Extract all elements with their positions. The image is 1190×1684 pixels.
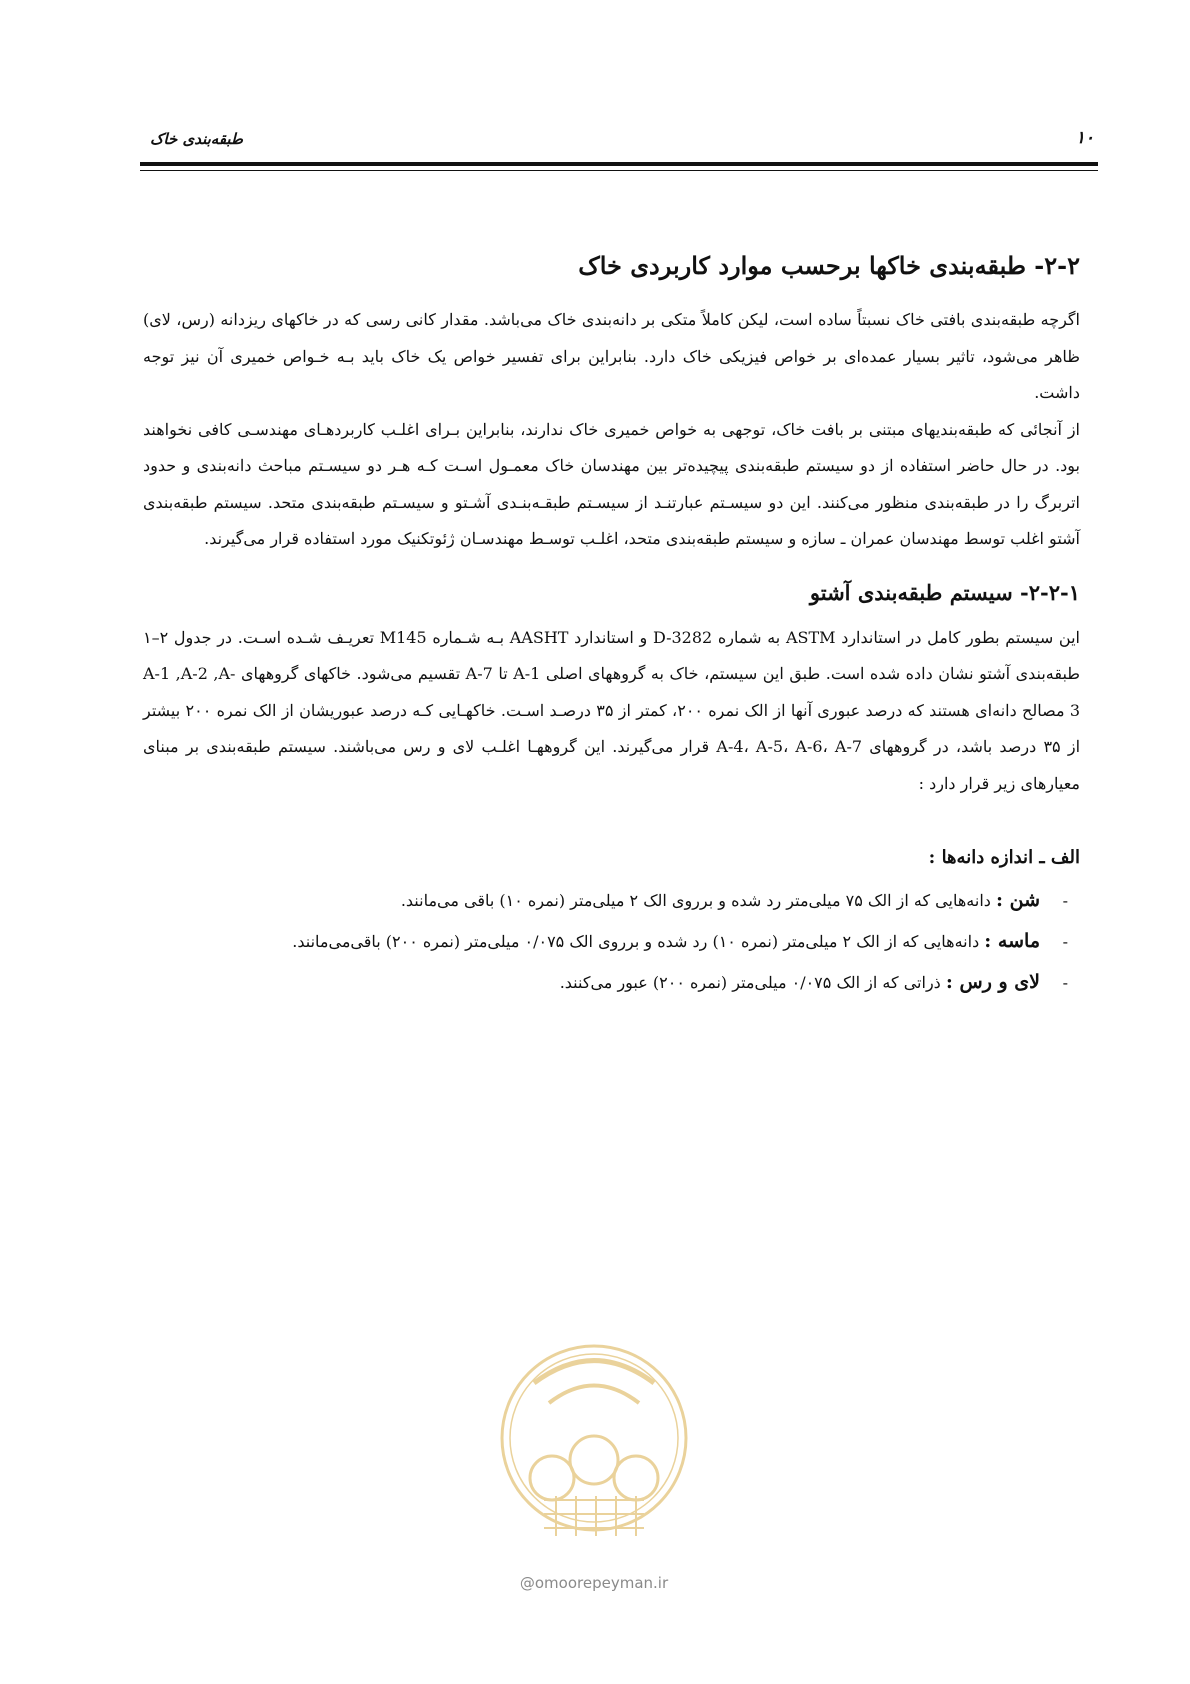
running-title: طبقه‌بندی خاک: [150, 130, 243, 148]
list-item: [143, 880, 1068, 921]
watermark-site: @omoorepeyman.ir: [519, 1574, 669, 1592]
running-header: [140, 122, 1098, 162]
term-definition: دانه‌هایی که از الک ۷۵ میلی‌متر رد شده و برروی الک ۲ میلی‌متر (نمره ۱۰) باقی می‌مانند.: [400, 891, 991, 910]
subsection-heading: ۲-۲-۱- سیستم طبقه‌بندی آشتو: [809, 579, 1080, 605]
term-definition: ذراتی که از الک ۰/۰۷۵ میلی‌متر (نمره ۲۰۰) عبور می‌کنند.: [559, 973, 941, 992]
criteria-heading: الف ـ اندازه دانه‌ها :: [928, 847, 1080, 868]
header-rule-thin: [140, 170, 1098, 171]
term-label: لای و رس :: [945, 971, 1040, 993]
paragraph: اگرچه طبقه‌بندی بافتی خاک نسبتاً ساده است، لیکن کاملاً متکی بر دانه‌بندی خاک می‌باشد. مقدار کانی رسی که در خاکهای ریزدانه (رس، لای) ظاهر می‌شود، تاثیر بسیار عمده‌ای بر خواص فیزیکی خاک دارد. بنابراین برای تفسیر خواص یک خاک باید بـه خـواص خمیری آن نیز توجه داشت.: [143, 310, 1080, 402]
term-definition: دانه‌هایی که از الک ۲ میلی‌متر (نمره ۱۰) رد شده و برروی الک ۰/۰۷۵ میلی‌متر (نمره ۲۰۰) باقی‌می‌مانند.: [292, 932, 980, 951]
list-dash: -: [1062, 973, 1068, 992]
watermark-logo-icon: [494, 1328, 694, 1568]
paragraph: این سیستم بطور کامل در استاندارد ASTM به شماره D-3282 و استاندارد AASHT بـه شـماره M145 تعریـف شـده اسـت. در جدول ۲–۱ طبقه‌بندی آشتو نشان داده شده است. طبق این سیستم، خاک به گروههای اصلی A-1 تا A-7 تقسیم می‌شود. خاکهای گروههای A-1 ,A-2 ,A-3 مصالح دانه‌ای هستند که درصد عبوری آنها از الک نمره ۲۰۰، کمتر از ۳۵ درصـد اسـت. خاکهـایی کـه درصد عبوریشان از الک نمره ۲۰۰ بیشتر از ۳۵ درصد باشد، در گروههای A-4، A-5، A-6، A-7 قرار می‌گیرند. این گروههـا اغلـب لای و رس می‌باشند. سیستم طبقه‌بندی بر مبنای معیارهای زیر قرار دارد :: [143, 627, 1081, 793]
list-item: [143, 962, 1068, 1003]
list-dash: -: [1062, 932, 1068, 951]
list-dash: -: [1062, 891, 1068, 910]
watermark: [494, 1328, 694, 1598]
paragraph: از آنجائی که طبقه‌بندیهای مبتنی بر بافت خاک، توجهی به خواص خمیری خاک ندارند، بنابراین بـرای اغلـب کاربردهـای مهندسـی کافی نخواهند بود. در حال حاضر استفاده از دو سیستم طبقه‌بندی پیچیده‌تر بین مهندسان خاک معمـول اسـت کـه هـر دو سیسـتم مباحث دانه‌بندی و حدود اتربرگ را در طبقه‌بندی منظور می‌کنند. این دو سیسـتم عبارتنـد از سیسـتم طبقـه‌بنـدی آشـتو و سیسـتم طبقه‌بندی متحد. سیستم طبقه‌بندی آشتو اغلب توسط مهندسان عمران ـ سازه و سیستم طبقه‌بندی متحد، اغلـب توسـط مهندسـان ژئوتکنیک مورد استفاده قرار می‌گیرند.: [143, 419, 1081, 548]
term-label: شن :: [995, 889, 1040, 911]
list-item: [143, 921, 1068, 962]
term-label: ماسه :: [984, 930, 1040, 952]
definition-list: [143, 880, 1080, 1003]
header-rule-thick: [140, 162, 1098, 166]
page-number: ۱۰: [1075, 128, 1094, 148]
section-heading: ۲-۲- طبقه‌بندی خاکها برحسب موارد کاربردی خاک: [578, 251, 1080, 280]
main-content: [143, 248, 1080, 1003]
